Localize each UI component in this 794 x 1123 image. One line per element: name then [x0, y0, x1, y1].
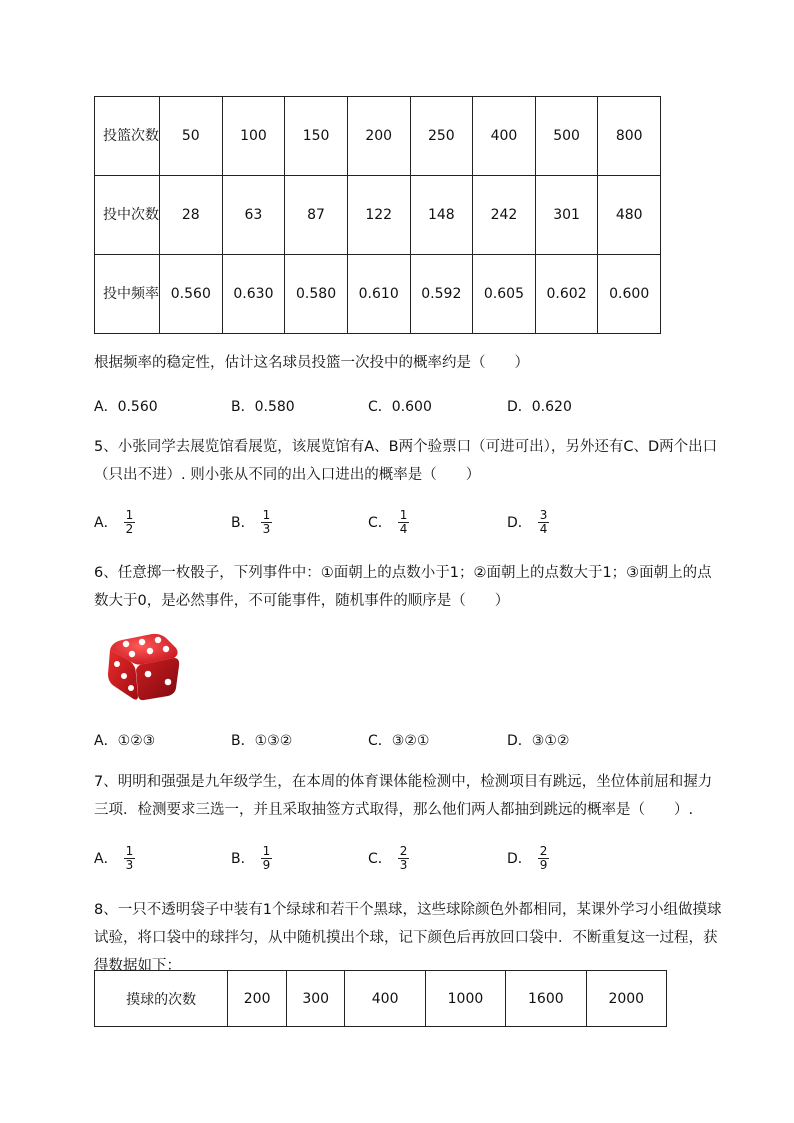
table-cell: 0.605	[473, 255, 536, 334]
table-cell: 0.560	[160, 255, 223, 334]
option-a: A．0.560	[94, 399, 158, 415]
question-5-options	[94, 507, 714, 537]
option-letter: A．	[94, 515, 118, 531]
denominator: 3	[399, 857, 408, 872]
option-b	[231, 507, 272, 537]
option-a	[94, 507, 135, 537]
table-cell: 0.580	[285, 255, 348, 334]
denominator: 9	[539, 857, 548, 872]
option-a	[94, 843, 135, 873]
fraction	[538, 509, 550, 536]
table-cell: 200	[228, 971, 287, 1027]
option-letter: D．	[507, 851, 532, 867]
table-cell: 480	[598, 176, 661, 255]
question-7-text: 7、明明和强强是九年级学生，在本周的体育课体能检测中，检测项目有跳远，坐位体前屈和握力三项．检测要求三选一，并且采取抽签方式取得，那么他们两人都抽到跳远的概率是（ ）.	[94, 774, 713, 818]
question-5-text: 5、小张同学去展览馆看展览，该展览馆有A、B两个验票口（可进可出），另外还有C、D两个出口（只出不进）. 则小张从不同的出入口进出的概率是（ ）	[94, 439, 718, 483]
numerator: 1	[262, 843, 271, 858]
fraction	[124, 845, 136, 872]
row-header: 投篮次数	[95, 97, 160, 176]
option-letter: D．	[507, 515, 532, 531]
table-cell: 0.610	[347, 255, 410, 334]
table-row	[95, 971, 667, 1027]
table-cell: 87	[285, 176, 348, 255]
table-cell: 122	[347, 176, 410, 255]
table-cell: 2000	[586, 971, 666, 1027]
table-cell: 300	[286, 971, 345, 1027]
table-cell: 301	[535, 176, 598, 255]
option-d	[507, 843, 549, 873]
option-d	[507, 507, 549, 537]
fraction	[124, 509, 136, 536]
shooting-table	[94, 96, 661, 334]
option-c	[368, 507, 409, 537]
numerator: 1	[399, 507, 408, 522]
option-letter: A．	[94, 851, 118, 867]
row-header: 投中频率	[95, 255, 160, 334]
table-cell: 500	[535, 97, 598, 176]
dice-icon	[104, 630, 184, 702]
denominator: 3	[125, 857, 134, 872]
table-cell: 0.600	[598, 255, 661, 334]
question-7-options	[94, 843, 714, 873]
option-letter: B．	[231, 851, 255, 867]
fraction	[261, 845, 273, 872]
numerator: 1	[125, 843, 134, 858]
option-d: D．0.620	[507, 399, 572, 415]
table-cell: 200	[347, 97, 410, 176]
option-a: A．①②③	[94, 733, 156, 749]
fraction	[538, 845, 550, 872]
option-b	[231, 843, 272, 873]
table-cell: 148	[410, 176, 473, 255]
ball-table	[94, 970, 667, 1027]
option-c	[368, 843, 409, 873]
fraction	[398, 845, 410, 872]
table-cell: 63	[222, 176, 285, 255]
numerator: 1	[125, 507, 134, 522]
table-row	[95, 176, 661, 255]
table-cell: 250	[410, 97, 473, 176]
table-cell: 400	[345, 971, 425, 1027]
table-cell: 50	[160, 97, 223, 176]
table-cell: 28	[160, 176, 223, 255]
denominator: 3	[262, 521, 271, 536]
table-cell: 400	[473, 97, 536, 176]
table-cell: 0.592	[410, 255, 473, 334]
denominator: 4	[539, 521, 548, 536]
numerator: 1	[262, 507, 271, 522]
table-row	[95, 97, 661, 176]
numerator: 2	[399, 843, 408, 858]
question-6-text: 6、任意掷一枚骰子，下列事件中：①面朝上的点数小于1；②面朝上的点数大于1；③面朝上的点数大于0，是必然事件，不可能事件，随机事件的顺序是（ ）	[94, 565, 712, 609]
option-b: B．①③②	[231, 733, 293, 749]
row-header: 摸球的次数	[95, 971, 228, 1027]
denominator: 9	[262, 857, 271, 872]
numerator: 3	[539, 507, 548, 522]
table-row	[95, 255, 661, 334]
question-4-text: 根据频率的稳定性，估计这名球员投篮一次投中的概率约是（ ）	[94, 355, 529, 371]
row-header: 投中次数	[95, 176, 160, 255]
table-cell: 0.602	[535, 255, 598, 334]
table-cell: 100	[222, 97, 285, 176]
numerator: 2	[539, 843, 548, 858]
denominator: 4	[399, 521, 408, 536]
option-letter: C．	[368, 515, 392, 531]
option-d: D．③①②	[507, 733, 570, 749]
question-4-options	[94, 391, 714, 421]
question-6-options	[94, 725, 714, 755]
fraction	[261, 509, 273, 536]
option-letter: C．	[368, 851, 392, 867]
table-cell: 0.630	[222, 255, 285, 334]
option-c: C．0.600	[368, 399, 432, 415]
table-cell: 150	[285, 97, 348, 176]
table-cell: 800	[598, 97, 661, 176]
question-8-text: 8、一只不透明袋子中装有1个绿球和若干个黑球，这些球除颜色外都相同，某课外学习小组做摸球试验，将口袋中的球拌匀，从中随机摸出个球，记下颜色后再放回口袋中．不断重复这一过程，获得数据如下：	[94, 902, 722, 974]
table-cell: 1600	[506, 971, 586, 1027]
option-b: B．0.580	[231, 399, 295, 415]
table-cell: 1000	[425, 971, 505, 1027]
denominator: 2	[125, 521, 134, 536]
option-c: C．③②①	[368, 733, 430, 749]
fraction	[398, 509, 410, 536]
table-cell: 242	[473, 176, 536, 255]
option-letter: B．	[231, 515, 255, 531]
